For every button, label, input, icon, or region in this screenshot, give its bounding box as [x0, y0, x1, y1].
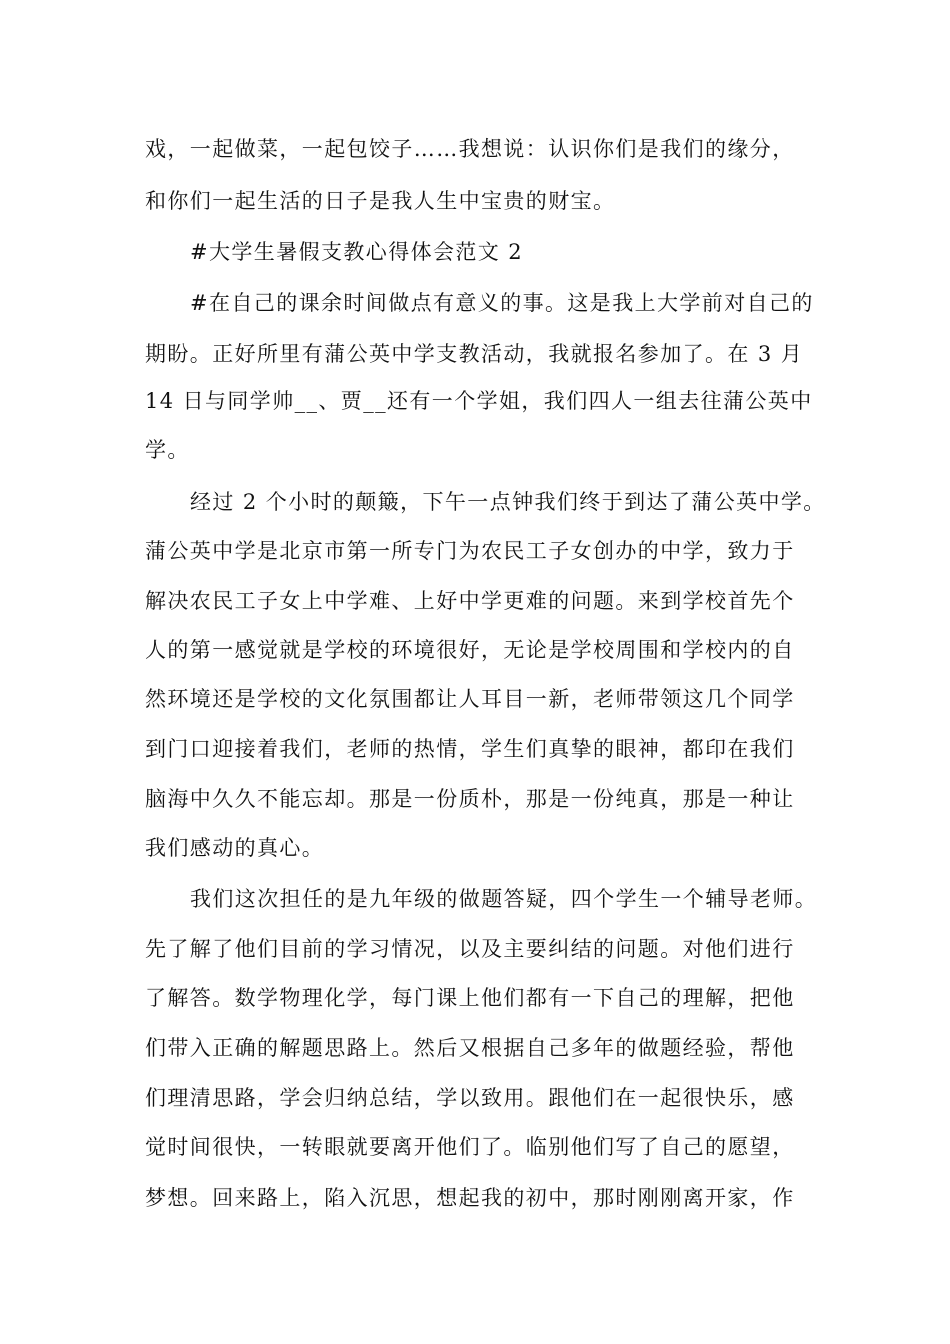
- text-line: 我们感动的真心。: [145, 836, 325, 860]
- text-line: 觉时间很快，一转眼就要离开他们了。临别他们写了自己的愿望，: [145, 1135, 795, 1159]
- text-line: 了解答。数学物理化学，每门课上他们都有一下自己的理解，把他: [145, 986, 795, 1010]
- text-line: 解决农民工子女上中学难、上好中学更难的问题。来到学校首先个: [145, 589, 795, 613]
- text-line: 学。: [145, 438, 190, 462]
- text-line: 期盼。正好所里有蒲公英中学支教活动，我就报名参加了。在 3 月: [145, 342, 804, 366]
- text-line: 脑海中久久不能忘却。那是一份质朴，那是一份纯真，那是一种让: [145, 787, 795, 811]
- text-line: 先了解了他们目前的学习情况，以及主要纠结的问题。对他们进行: [145, 937, 795, 961]
- text-line: 人的第一感觉就是学校的环境很好，无论是学校周围和学校内的自: [145, 638, 795, 662]
- text-line: 们带入正确的解题思路上。然后又根据自己多年的做题经验，帮他: [145, 1036, 795, 1060]
- paragraph-first-line: 我们这次担任的是九年级的做题答疑，四个学生一个辅导老师。: [190, 887, 818, 911]
- text-line: 蒲公英中学是北京市第一所专门为农民工子女创办的中学，致力于: [145, 539, 795, 563]
- text-line: 然环境还是学校的文化氛围都让人耳目一新，老师带领这几个同学: [145, 687, 795, 711]
- section-heading: #大学生暑假支教心得体会范文 2: [190, 240, 524, 264]
- text-line: 和你们一起生活的日子是我人生中宝贵的财宝。: [145, 189, 616, 213]
- text-line: 14 日与同学帅__、贾__还有一个学姐，我们四人一组去往蒲公英中: [145, 389, 813, 413]
- text-line: 到门口迎接着我们，老师的热情，学生们真挚的眼神，都印在我们: [145, 737, 795, 761]
- text-line: 梦想。回来路上，陷入沉思，想起我的初中，那时刚刚离开家，作: [145, 1186, 795, 1210]
- paragraph-first-line: #在自己的课余时间做点有意义的事。这是我上大学前对自己的: [190, 291, 814, 315]
- paragraph-first-line: 经过 2 个小时的颠簸，下午一点钟我们终于到达了蒲公英中学。: [190, 490, 826, 514]
- text-line: 们理清思路，学会归纳总结，学以致用。跟他们在一起很快乐，感: [145, 1086, 795, 1110]
- text-line: 戏，一起做菜，一起包饺子……我想说：认识你们是我们的缘分，: [145, 137, 795, 161]
